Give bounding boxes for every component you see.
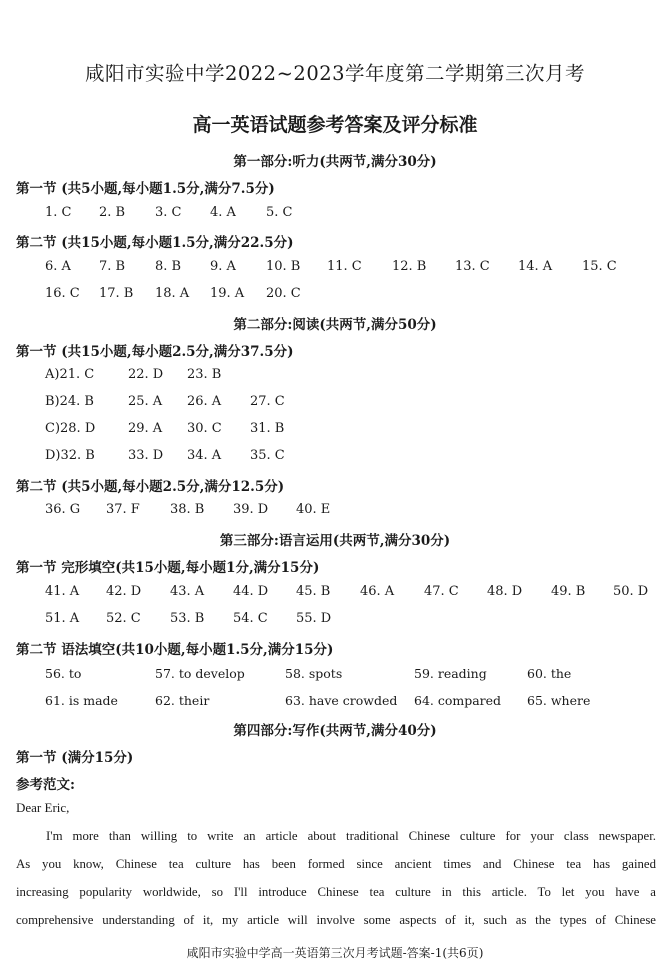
- part4-sec1-title: 第一节 (满分15分): [16, 750, 134, 766]
- answer: 33. D: [128, 448, 164, 463]
- answer: 47. C: [424, 584, 459, 599]
- answer: 19. A: [210, 286, 245, 301]
- answer: 17. B: [99, 286, 134, 301]
- answer-row: [0, 693, 670, 713]
- answer-row: [0, 421, 670, 441]
- part1-sec1-title: 第一节 (共5小题,每小题1.5分,满分7.5分): [16, 181, 275, 197]
- answer: 49. B: [551, 584, 586, 599]
- answer: 53. B: [170, 611, 205, 626]
- answer: 2. B: [99, 205, 126, 220]
- answer: 15. C: [582, 259, 617, 274]
- answer-row: [0, 367, 670, 387]
- part1-title: 第一部分:听力(共两节,满分30分): [233, 154, 437, 170]
- answer: 44. D: [233, 584, 269, 599]
- answer: 30. C: [187, 421, 222, 436]
- part3-title: 第三部分:语言运用(共两节,满分30分): [219, 533, 451, 549]
- answer: 48. D: [487, 584, 523, 599]
- answer-row: [0, 666, 670, 686]
- part3-sec2-title: 第二节 语法填空(共10小题,每小题1.5分,满分15分): [16, 642, 334, 658]
- answer: A)21. C: [45, 367, 95, 382]
- answer: 43. A: [170, 584, 205, 599]
- answer: B)24. B: [45, 394, 94, 409]
- answer: 22. D: [128, 367, 164, 382]
- answer: 37. F: [106, 502, 140, 517]
- answer-row: [0, 259, 670, 279]
- document-title: 高一英语试题参考答案及评分标准: [192, 114, 478, 136]
- answer: 64. compared: [414, 693, 502, 708]
- answer: 62. their: [155, 693, 210, 708]
- essay-line: comprehensive understanding of it, my article will involve some aspects of it, such as the types of Chinese: [16, 913, 656, 927]
- answer: 54. C: [233, 611, 268, 626]
- answer: 52. C: [106, 611, 141, 626]
- answer: 5. C: [266, 205, 293, 220]
- answer: 38. B: [170, 502, 205, 517]
- part2-sec1-title: 第一节 (共15小题,每小题2.5分,满分37.5分): [16, 344, 294, 360]
- answer-row: [0, 286, 670, 306]
- answer: C)28. D: [45, 421, 96, 436]
- answer: 13. C: [455, 259, 490, 274]
- answer-row: [0, 611, 670, 631]
- answer: 35. C: [250, 448, 285, 463]
- answer: 51. A: [45, 611, 80, 626]
- answer-row: [0, 584, 670, 604]
- answer: 60. the: [527, 666, 572, 681]
- answer: 40. E: [296, 502, 331, 517]
- answer: 34. A: [187, 448, 222, 463]
- answer: 63. have crowded: [285, 693, 398, 708]
- school-exam-title: 咸阳市实验中学2022~2023学年度第二学期第三次月考: [84, 62, 586, 85]
- answer: 6. A: [45, 259, 71, 274]
- answer: 14. A: [518, 259, 553, 274]
- answer: 46. A: [360, 584, 395, 599]
- answer: 42. D: [106, 584, 142, 599]
- answer: 31. B: [250, 421, 285, 436]
- answer: D)32. B: [45, 448, 95, 463]
- answer: 4. A: [210, 205, 236, 220]
- essay-line: I'm more than willing to write an article about traditional Chinese culture for your class newspaper.: [46, 829, 656, 843]
- answer: 25. A: [128, 394, 163, 409]
- answer: 55. D: [296, 611, 332, 626]
- letter-greeting: Dear Eric,: [16, 800, 70, 815]
- answer: 27. C: [250, 394, 285, 409]
- answer: 11. C: [327, 259, 362, 274]
- part3-sec1-title: 第一节 完形填空(共15小题,每小题1分,满分15分): [16, 560, 320, 576]
- answer: 50. D: [613, 584, 649, 599]
- essay-line: As you know, Chinese tea culture has been formed since ancient times and Chinese tea has gained: [16, 857, 656, 871]
- part4-title: 第四部分:写作(共两节,满分40分): [233, 723, 437, 739]
- page-footer: 咸阳市实验中学高一英语第三次月考试题-答案-1(共6页): [186, 946, 484, 960]
- answer: 8. B: [155, 259, 182, 274]
- answer: 56. to: [45, 666, 82, 681]
- answer: 1. C: [45, 205, 72, 220]
- answer: 41. A: [45, 584, 80, 599]
- part1-sec2-title: 第二节 (共15小题,每小题1.5分,满分22.5分): [16, 235, 294, 251]
- answer: 23. B: [187, 367, 222, 382]
- answer: 16. C: [45, 286, 80, 301]
- answer: 3. C: [155, 205, 182, 220]
- answer: 18. A: [155, 286, 190, 301]
- part2-sec2-title: 第二节 (共5小题,每小题2.5分,满分12.5分): [16, 479, 285, 495]
- part2-title: 第二部分:阅读(共两节,满分50分): [233, 317, 437, 333]
- answer: 9. A: [210, 259, 236, 274]
- answer: 45. B: [296, 584, 331, 599]
- answer: 10. B: [266, 259, 301, 274]
- answer: 61. is made: [45, 693, 118, 708]
- answer-row: [0, 394, 670, 414]
- answer: 65. where: [527, 693, 591, 708]
- answer-row: [0, 448, 670, 468]
- sample-essay-label: 参考范文:: [16, 777, 75, 793]
- answer: 20. C: [266, 286, 301, 301]
- answer: 36. G: [45, 502, 81, 517]
- answer: 39. D: [233, 502, 269, 517]
- answer: 29. A: [128, 421, 163, 436]
- answer: 57. to develop: [155, 666, 245, 681]
- answer: 26. A: [187, 394, 222, 409]
- answer: 12. B: [392, 259, 427, 274]
- answer-row: [0, 502, 670, 522]
- answer: 58. spots: [285, 666, 343, 681]
- answer-row: [0, 205, 670, 225]
- answer: 7. B: [99, 259, 126, 274]
- answer: 59. reading: [414, 666, 487, 681]
- essay-line: increasing popularity worldwide, so I'll introduce Chinese tea culture in this article. To let you have a: [16, 885, 656, 899]
